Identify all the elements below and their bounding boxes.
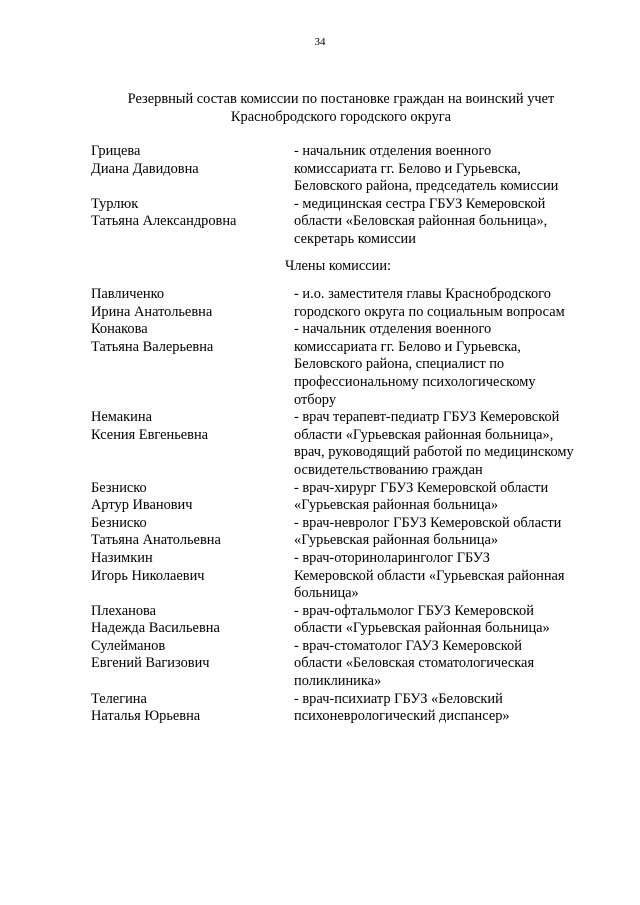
person-role: - врач-хирург ГБУЗ Кемеровской области «Гурьевская районная больница» [294,479,549,514]
person-name [91,409,294,479]
document-title [60,91,622,126]
list-item [91,480,601,515]
list-item [91,196,601,249]
person-given-names: Татьяна Анатольевна [91,532,221,549]
person-surname: Турлюк [91,195,139,212]
person-name [91,480,294,515]
person-surname: Безниско [91,479,147,496]
person-given-names: Надежда Васильевна [91,620,220,637]
list-item [91,638,601,691]
person-surname: Плеханова [91,602,157,619]
person-given-names: Евгений Вагизович [91,655,210,672]
person-surname: Назимкин [91,549,153,566]
person-role: - и.о. заместителя главы Краснобродского городского округа по социальным вопросам [294,286,565,320]
person-role: - врач-стоматолог ГАУЗ Кемеровской области «Беловская стоматологическая поликлиника» [294,637,535,690]
person-surname: Павличенко [91,286,165,302]
person-given-names: Ирина Анатольевна [91,303,213,320]
person-role: - медицинская сестра ГБУЗ Кемеровской области «Беловская районная больница», секретарь комиссии [294,195,548,247]
person-given-names: Наталья Юрьевна [91,708,201,725]
list-item [91,143,601,196]
list-item [91,286,601,321]
person-role: - начальник отделения военного комиссариата гг. Белово и Гурьевска, Беловского района, председатель комиссии [294,143,559,195]
person-given-names: Артур Иванович [91,497,193,514]
person-given-names: Татьяна Александровна [91,213,237,230]
title-line-2: Краснобродского городского округа [230,108,452,125]
person-surname: Грицева [91,143,141,159]
person-role: - начальник отделения военного комиссариата гг. Белово и Гурьевска, Беловского района, специалист по профессиональному психологическому отбору [294,321,536,408]
person-name [91,603,294,638]
list-item [91,691,601,726]
person-surname: Немакина [91,409,152,426]
page-number: 34 [314,36,326,48]
person-name [91,321,294,409]
person-name [91,286,294,321]
person-surname: Телегина [91,690,147,707]
person-role: - врач-оториноларинголог ГБУЗ Кемеровской области «Гурьевская районная больница» [294,549,565,602]
members-heading: Члены комиссии: [285,258,392,274]
person-name [91,143,294,196]
person-surname: Конакова [91,321,148,338]
members-list [91,286,601,726]
person-name [91,691,294,726]
list-item [91,409,601,479]
person-name [91,638,294,691]
list-item [91,321,601,409]
person-name [91,196,294,249]
person-role: - врач терапевт-педиатр ГБУЗ Кемеровской области «Гурьевская районная больница», врач, руководящий работой по медицинскому освидетельствованию граждан [294,409,574,478]
person-role: - врач-офтальмолог ГБУЗ Кемеровской области «Гурьевская районная больница» [294,602,550,637]
person-given-names: Диана Давидовна [91,160,199,177]
person-role: - врач-психиатр ГБУЗ «Беловский психоневрологический диспансер» [294,690,510,725]
person-name [91,550,294,603]
person-given-names: Игорь Николаевич [91,567,205,584]
person-role: - врач-невролог ГБУЗ Кемеровской области «Гурьевская районная больница» [294,514,562,549]
person-given-names: Ксения Евгеньевна [91,426,209,443]
person-given-names: Татьяна Валерьевна [91,338,214,355]
list-item [91,603,601,638]
list-item [91,550,601,603]
list-item [91,515,601,550]
person-name [91,515,294,550]
person-surname: Сулейманов [91,637,166,654]
title-line-1: Резервный состав комиссии по постановке граждан на воинский учет [127,91,555,107]
leadership-list [91,143,601,249]
person-surname: Безниско [91,514,147,531]
